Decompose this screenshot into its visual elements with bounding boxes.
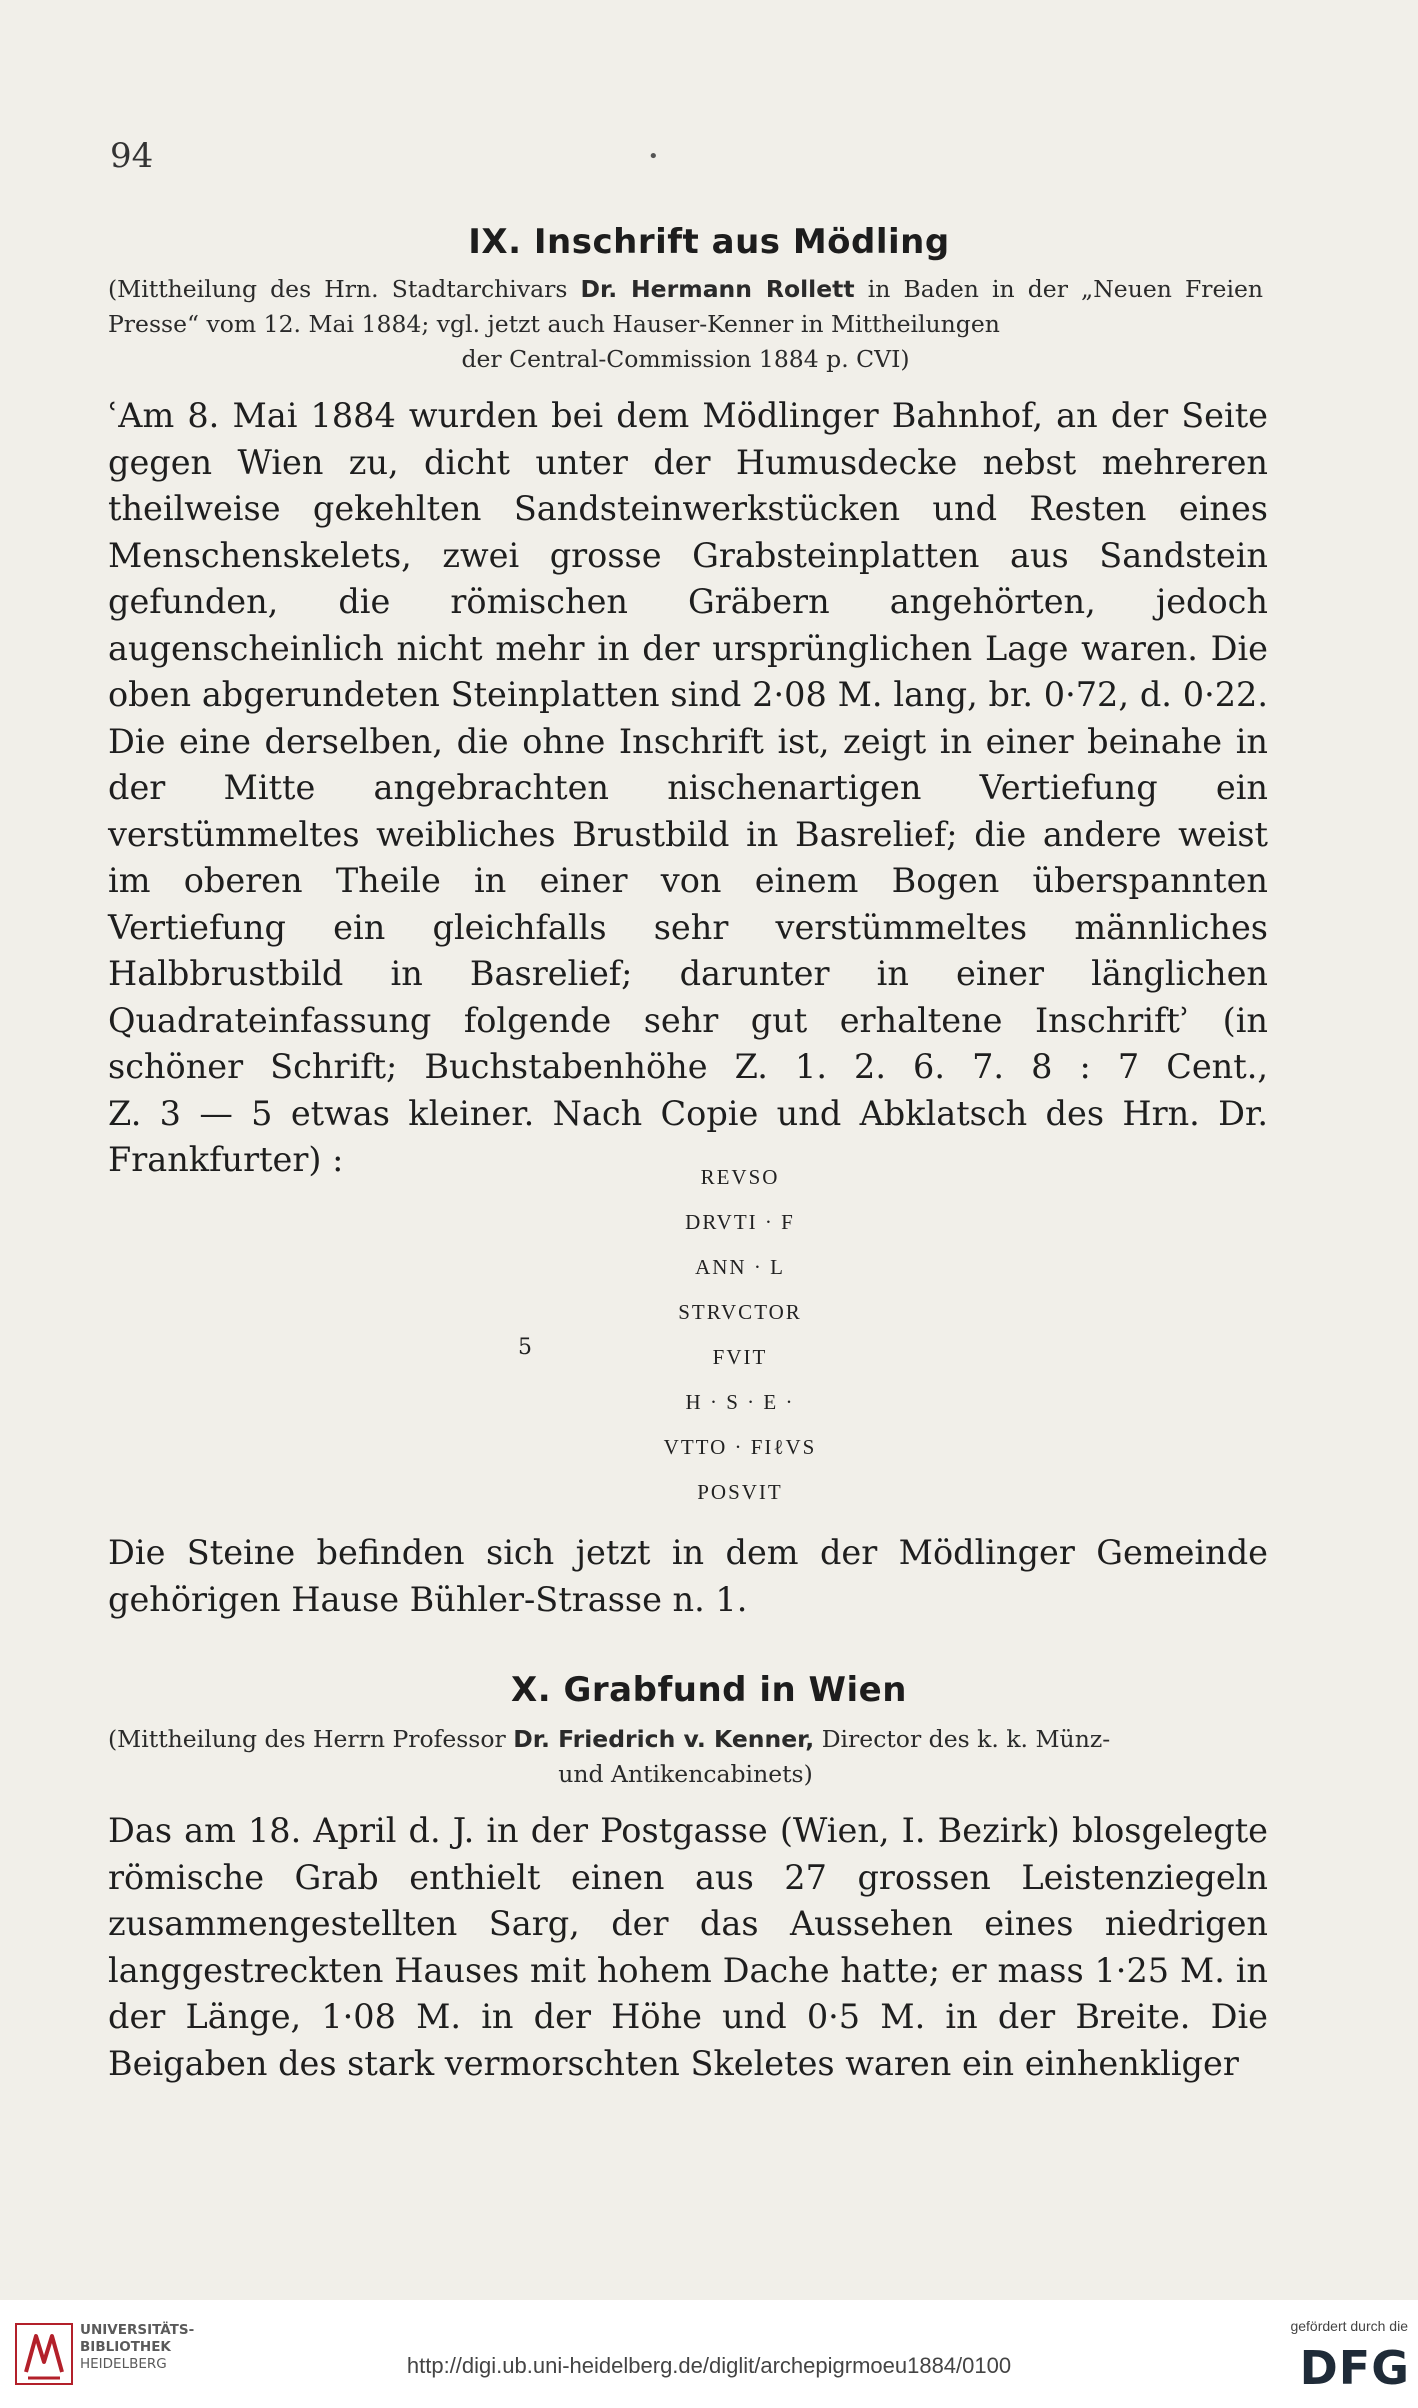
paragraph-text: ʿAm 8. Mai 1884 wurden bei dem Mödlinger Bahnhof, an der Seite gegen Wien zu, dicht unter der Humusdecke nebst mehreren theilweise gekehlten Sandsteinwerkstücken und Resten eines Menschenskelets, zwei grosse Grabsteinplatten aus Sandstein gefunden, die römischen Gräbern angehörten, jedoch augenscheinlich nicht mehr in der ursprünglichen Lage waren. Die oben abgerundeten Steinplatten sind 2·08 M. lang, br. 0·72, d. 0·22. Die eine derselben, die ohne Inschrift ist, zeigt in einer beinahe in der Mitte angebrachten nischenartigen Vertiefung ein verstümmeltes weibliches Brustbild in Basrelief; die andere weist im oberen Theile in einer von einem Bogen überspannten Vertiefung ein gleichfalls sehr verstümmeltes männliches Halbbrustbild in Basrelief; darunter in einer länglichen Quadrateinfassung folgende sehr gut erhaltene Inschriftʾ (in schöner Schrift; Buchstabenhöhe Z. 1. 2. 6. 7. 8 : 7 Cent., bbox=[108, 396, 1268, 1086]
note-prefix: (Mittheilung des Hrn. Stadtarchivars bbox=[108, 275, 581, 303]
note-author: Dr. Friedrich v. Kenner, bbox=[513, 1725, 815, 1753]
section-title-x: X. Grabfund in Wien bbox=[511, 1670, 907, 1710]
section-x-paragraph bbox=[108, 1808, 1268, 2087]
univ-line-3: HEIDELBERG bbox=[80, 2356, 167, 2372]
paragraph-text: Das am 18. April d. J. in der Postgasse (Wien, I. Bezirk) blosgelegte römische Grab enthielt einen aus 27 grossen Leistenziegeln zusammengestellten Sarg, der das Aussehen eines niedrigen langgestreckten Hauses mit hohem Dache hatte; er mass 1·25 M. in der Länge, 1·08 M. in der Höhe und 0·5 M. in der Breite. Die Beigaben des stark vermorschten Skeletes waren ein einhenkliger bbox=[108, 1811, 1268, 2083]
inscription-line: H · S · E · bbox=[685, 1390, 795, 1414]
note-last-line: der Central-Commission 1884 p. CVI) bbox=[461, 345, 910, 373]
paragraph-last-line: Z. 3 — 5 etwas kleiner. Nach Copie und Abklatsch des Hrn. Dr. Frankfurter) : bbox=[108, 1093, 1268, 1179]
inscription-line: FVIT bbox=[712, 1345, 768, 1369]
note-suffix: Director des k. k. Münz- bbox=[814, 1725, 1111, 1753]
paragraph-text: Die Steine befinden sich jetzt in dem der Mödlinger Gemeinde bbox=[108, 1533, 1268, 1572]
dfg-logo[interactable] bbox=[1262, 2340, 1412, 2390]
source-url-link[interactable]: http://digi.ub.uni-heidelberg.de/diglit/archepigrmoeu1884/0100 bbox=[406, 2353, 1012, 2378]
univ-line-1: UNIVERSITÄTS- bbox=[80, 2322, 195, 2338]
inscription-line: ANN · L bbox=[695, 1255, 785, 1279]
inscription-line-number: 5 bbox=[518, 1335, 532, 1360]
inscription-block bbox=[500, 1155, 980, 1515]
section-ix-note bbox=[108, 272, 1263, 377]
inscription-line: POSVIT bbox=[697, 1480, 783, 1504]
sponsor-label: gefördert durch die bbox=[1290, 2318, 1408, 2334]
inscription-line: DRVTI · F bbox=[685, 1210, 795, 1234]
note-prefix: (Mittheilung des Herrn Professor bbox=[108, 1725, 514, 1753]
inscription-line: REVSO bbox=[700, 1165, 780, 1189]
paragraph-last-line: gehörigen Hause Bühler-Strasse n. 1. bbox=[108, 1579, 748, 1619]
note-suffix: in Baden in der „Neuen Freien Presse“ vom 12. Mai 1884; vgl. jetzt auch Hauser-Kenner in Mittheilungen bbox=[108, 275, 1263, 338]
inscription-line: VTTO · FIℓVS bbox=[663, 1435, 817, 1459]
inscription-line: STRVCTOR bbox=[678, 1300, 802, 1324]
page-number: 94 bbox=[110, 136, 154, 176]
dfg-logo-text: DFG bbox=[1299, 2341, 1410, 2390]
univ-line-2: BIBLIOTHEK bbox=[80, 2339, 171, 2355]
note-author: Dr. Hermann Rollett bbox=[580, 275, 855, 303]
dot-mark: • bbox=[648, 146, 659, 167]
note-last-line: und Antikencabinets) bbox=[558, 1760, 813, 1788]
section-ix-paragraph-1 bbox=[108, 393, 1268, 1184]
section-ix-paragraph-2 bbox=[108, 1530, 1268, 1623]
section-title-ix: IX. Inschrift aus Mödling bbox=[468, 222, 950, 262]
section-x-note bbox=[108, 1722, 1263, 1792]
